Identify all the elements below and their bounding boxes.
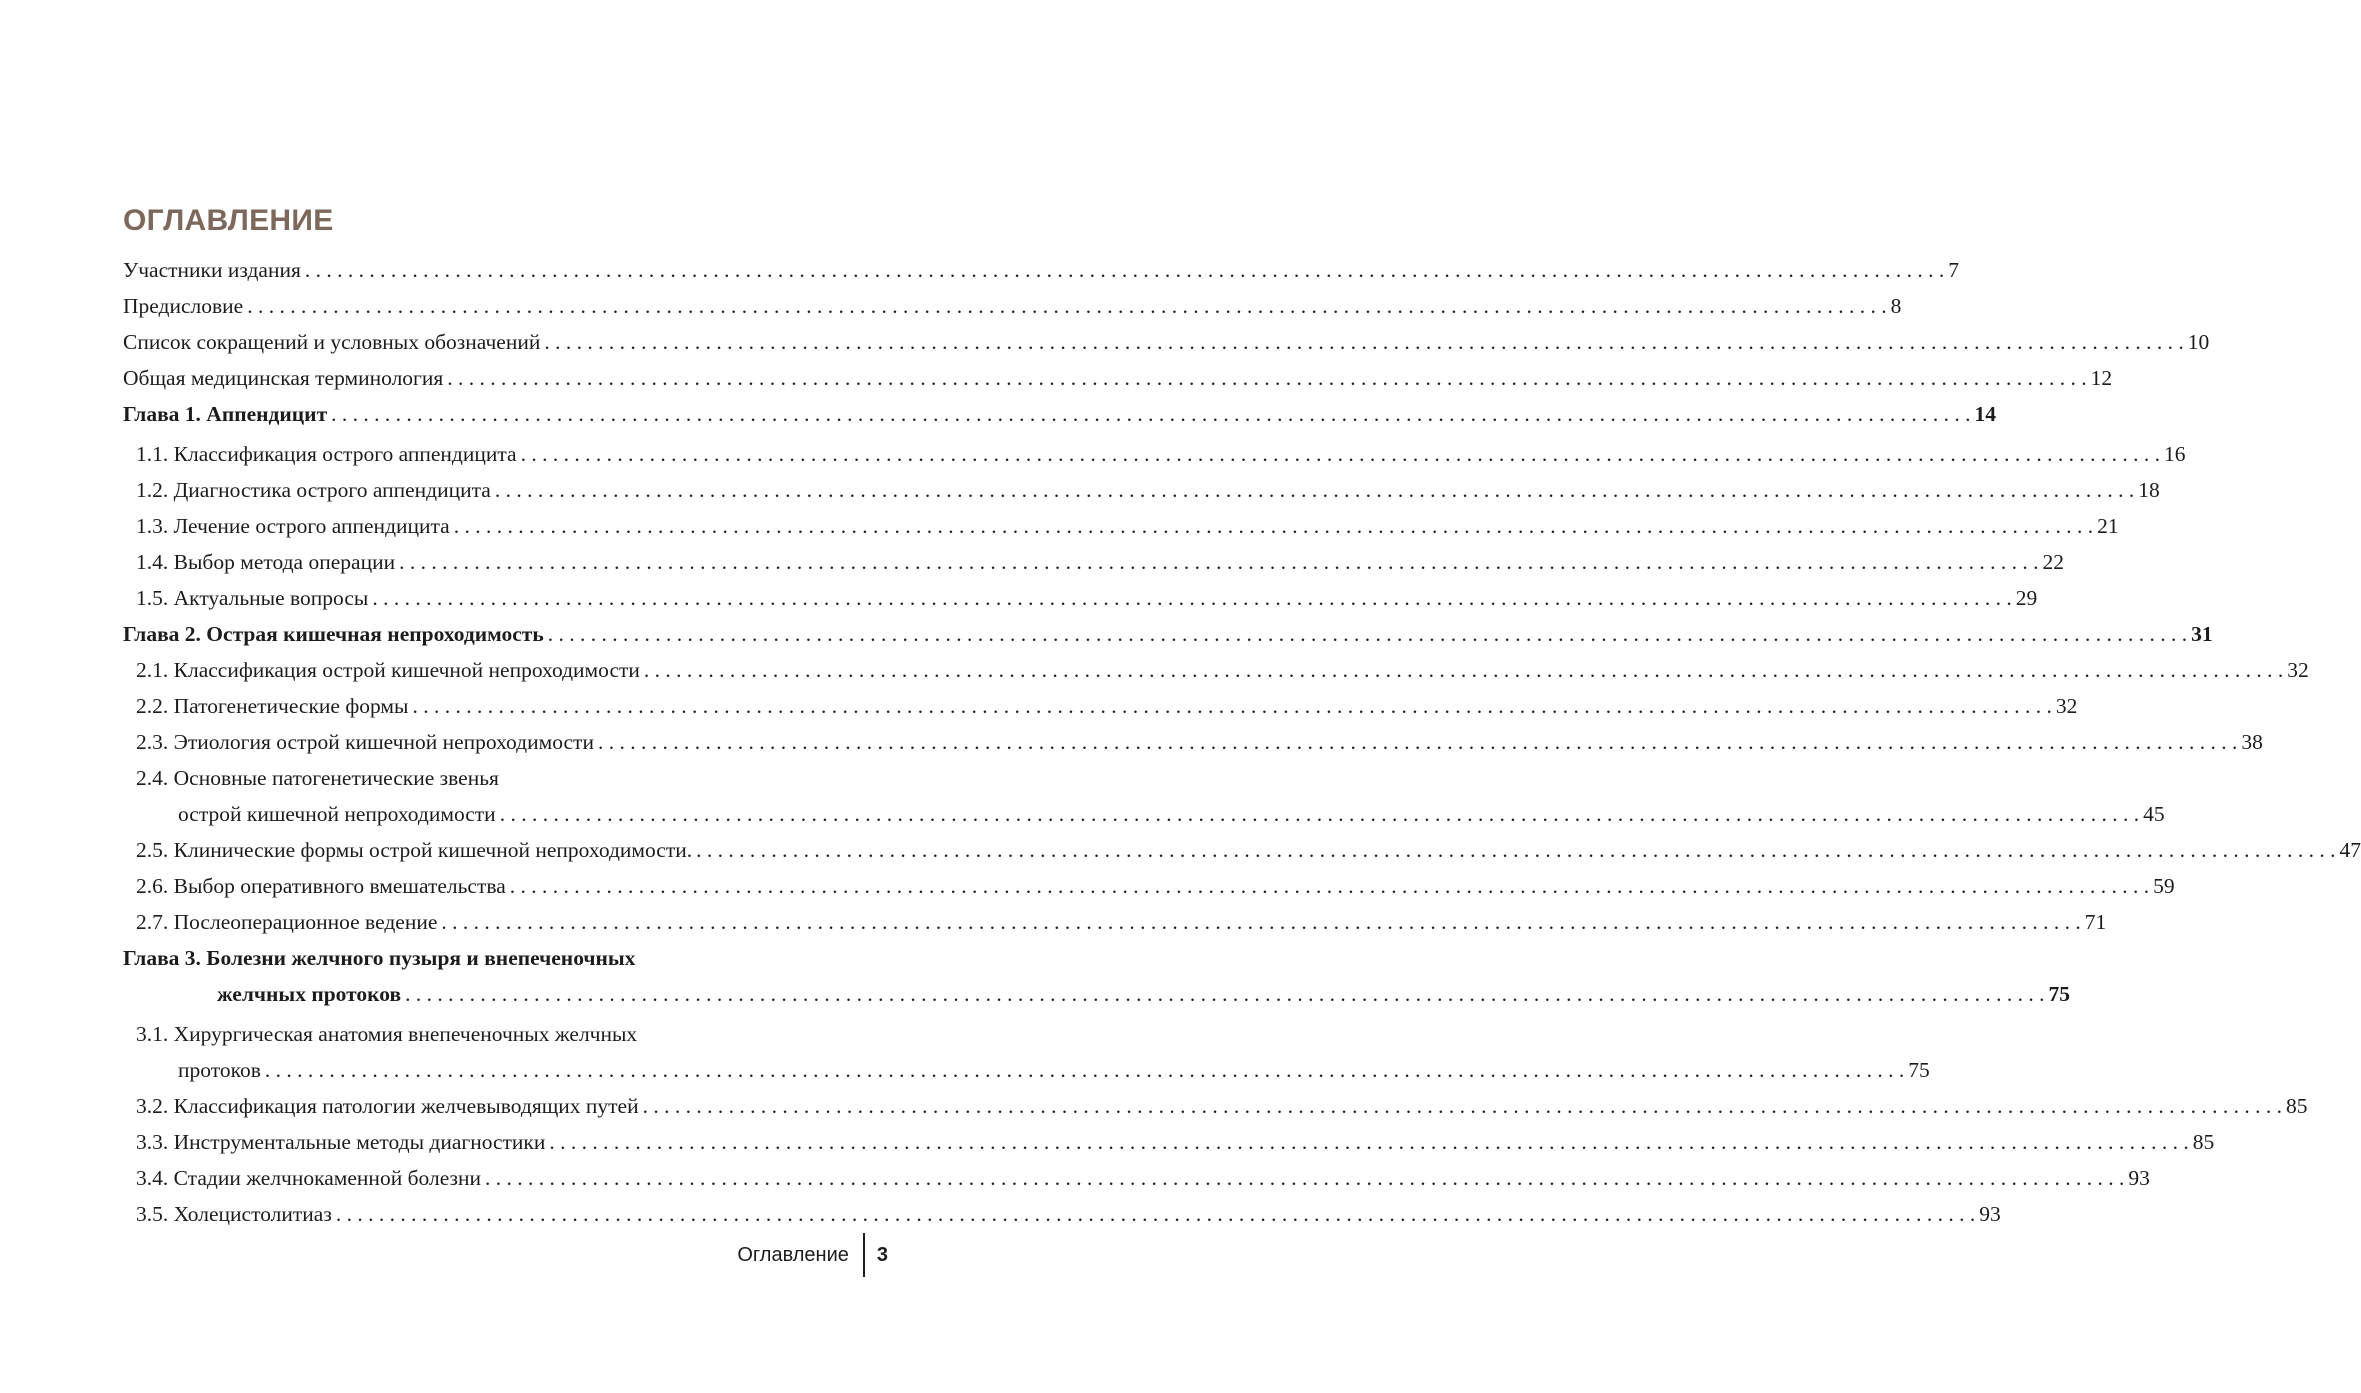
leader-dots	[450, 508, 2093, 544]
leader-dots	[544, 616, 2187, 652]
toc-entry[interactable]	[123, 360, 2113, 396]
toc-entry-label: Предисловие	[123, 294, 244, 318]
toc-entry-label: 3.1. Хирургическая анатомия внепеченочных желчных	[136, 1022, 638, 1046]
toc-entry-label: 2.1. Классификация острой кишечной непроходимости	[136, 658, 640, 682]
toc-section-entry[interactable]	[123, 580, 2038, 616]
toc-entry-page: 45	[2143, 802, 2165, 826]
toc-entry-page: 16	[2163, 442, 2186, 466]
toc-entry-page: 93	[1979, 1202, 2001, 1226]
toc-entry-label: Список сокращений и условных обозначений	[123, 330, 541, 354]
toc-entry-page: 7	[1948, 258, 1959, 282]
toc-entry-page: 32	[2287, 658, 2309, 682]
leader-dots	[545, 1124, 2188, 1160]
toc-entry-label: Общая медицинская терминология	[123, 366, 444, 390]
leader-dots	[395, 544, 2038, 580]
toc-entry-page: 59	[2153, 874, 2175, 898]
toc-section-entry[interactable]	[123, 832, 2361, 868]
toc-entry-page: 22	[2042, 550, 2064, 574]
toc-entry-page: 85	[2192, 1130, 2215, 1154]
toc-entry-label: Глава 1. Аппендицит	[123, 402, 328, 426]
toc-chapter-entry[interactable]	[123, 396, 1997, 432]
toc-entry-label: 2.2. Патогенетические формы	[136, 694, 409, 718]
leader-dots	[481, 1160, 2124, 1196]
toc-section-entry[interactable]	[123, 1088, 2308, 1124]
toc-entry-label: 3.3. Инструментальные методы диагностики	[136, 1130, 546, 1154]
leader-dots	[368, 580, 2011, 616]
toc-section-entry[interactable]	[123, 436, 2186, 472]
toc-entry-page: 18	[2138, 478, 2160, 502]
toc-entry-label: Участники издания	[123, 258, 301, 282]
leader-dots	[301, 252, 1944, 288]
footer-divider	[863, 1233, 865, 1277]
toc-section-entry[interactable]	[123, 652, 2309, 688]
toc-entry-page: 93	[2128, 1166, 2150, 1190]
toc-entry-label: 1.2. Диагностика острого аппендицита	[136, 478, 491, 502]
leader-dots	[692, 832, 2335, 868]
leader-dots	[594, 724, 2237, 760]
toc-section-entry[interactable]	[123, 544, 2064, 580]
toc-entry-page: 75	[2048, 982, 2070, 1006]
page-number: 3	[876, 1243, 888, 1266]
toc-entry-label: 3.2. Классификация патологии желчевыводящих путей	[136, 1094, 639, 1118]
toc-entry-label: 3.4. Стадии желчнокаменной болезни	[136, 1166, 482, 1190]
toc-entry-label: 2.4. Основные патогенетические звенья	[136, 766, 499, 790]
toc-entry-label: 1.5. Актуальные вопросы	[136, 586, 369, 610]
toc-entry-page: 21	[2097, 514, 2119, 538]
leader-dots	[496, 796, 2139, 832]
table-of-contents	[123, 252, 2361, 1232]
toc-section-entry[interactable]	[123, 1016, 1930, 1088]
toc-entry[interactable]	[123, 252, 1959, 288]
leader-dots	[437, 904, 2080, 940]
toc-entry-label: 3.5. Холецистолитиаз	[136, 1202, 332, 1226]
toc-chapter-entry[interactable]	[123, 616, 2213, 652]
toc-section-entry[interactable]	[123, 688, 2078, 724]
toc-entry-label: 2.6. Выбор оперативного вмешательства	[136, 874, 506, 898]
page-title: ОГЛАВЛЕНИЕ	[123, 204, 334, 237]
toc-entry-page: 31	[2191, 622, 2213, 646]
toc-entry-page: 47	[2339, 838, 2361, 862]
toc-entry-label: 2.5. Клинические формы острой кишечной непроходимости.	[136, 838, 693, 862]
toc-entry-page: 14	[1974, 402, 1997, 426]
leader-dots	[506, 868, 2149, 904]
toc-entry[interactable]	[123, 288, 1902, 324]
leader-dots	[243, 288, 1886, 324]
leader-dots	[640, 652, 2283, 688]
toc-entry-page: 75	[1908, 1058, 1930, 1082]
toc-section-entry[interactable]	[123, 1124, 2215, 1160]
toc-section-entry[interactable]	[123, 472, 2160, 508]
toc-entry-page: 32	[2055, 694, 2078, 718]
toc-entry[interactable]	[123, 324, 2210, 360]
leader-dots	[409, 688, 2052, 724]
toc-entry-page: 29	[2015, 586, 2038, 610]
leader-dots	[517, 436, 2160, 472]
toc-entry-label: Глава 3. Болезни желчного пузыря и внепеченочных	[123, 946, 636, 970]
toc-entry-label: 1.3. Лечение острого аппендицита	[136, 514, 450, 538]
leader-dots	[443, 360, 2086, 396]
toc-entry-label: 2.3. Этиология острой кишечной непроходимости	[136, 730, 594, 754]
leader-dots	[327, 396, 1970, 432]
toc-entry-page: 10	[2187, 330, 2210, 354]
toc-entry-label-continuation: протоков	[178, 1058, 261, 1082]
leader-dots	[332, 1196, 1975, 1232]
running-footer-section: Оглавление	[737, 1243, 849, 1266]
toc-section-entry[interactable]	[123, 760, 2165, 832]
toc-entry-page: 8	[1890, 294, 1902, 318]
toc-section-entry[interactable]	[123, 724, 2263, 760]
toc-entry-page: 85	[2285, 1094, 2308, 1118]
toc-entry-label: Глава 2. Острая кишечная непроходимость	[123, 622, 544, 646]
toc-entry-page: 12	[2090, 366, 2113, 390]
toc-entry-page: 71	[2084, 910, 2107, 934]
toc-section-entry[interactable]	[123, 904, 2107, 940]
toc-entry-label: 1.1. Классификация острого аппендицита	[136, 442, 517, 466]
leader-dots	[261, 1052, 1904, 1088]
toc-entry-label-continuation: острой кишечной непроходимости	[178, 802, 496, 826]
toc-section-entry[interactable]	[123, 1160, 2150, 1196]
toc-entry-label: 1.4. Выбор метода операции	[136, 550, 396, 574]
toc-section-entry[interactable]	[123, 508, 2119, 544]
toc-section-entry[interactable]	[123, 1196, 2001, 1232]
page-footer	[737, 1233, 888, 1277]
leader-dots	[639, 1088, 2282, 1124]
toc-chapter-entry[interactable]	[123, 940, 2070, 1012]
toc-section-entry[interactable]	[123, 868, 2175, 904]
leader-dots	[491, 472, 2134, 508]
toc-entry-label-continuation: желчных протоков	[217, 982, 402, 1006]
toc-entry-page: 38	[2241, 730, 2263, 754]
leader-dots	[540, 324, 2183, 360]
toc-entry-label: 2.7. Послеоперационное ведение	[136, 910, 438, 934]
leader-dots	[401, 976, 2044, 1012]
